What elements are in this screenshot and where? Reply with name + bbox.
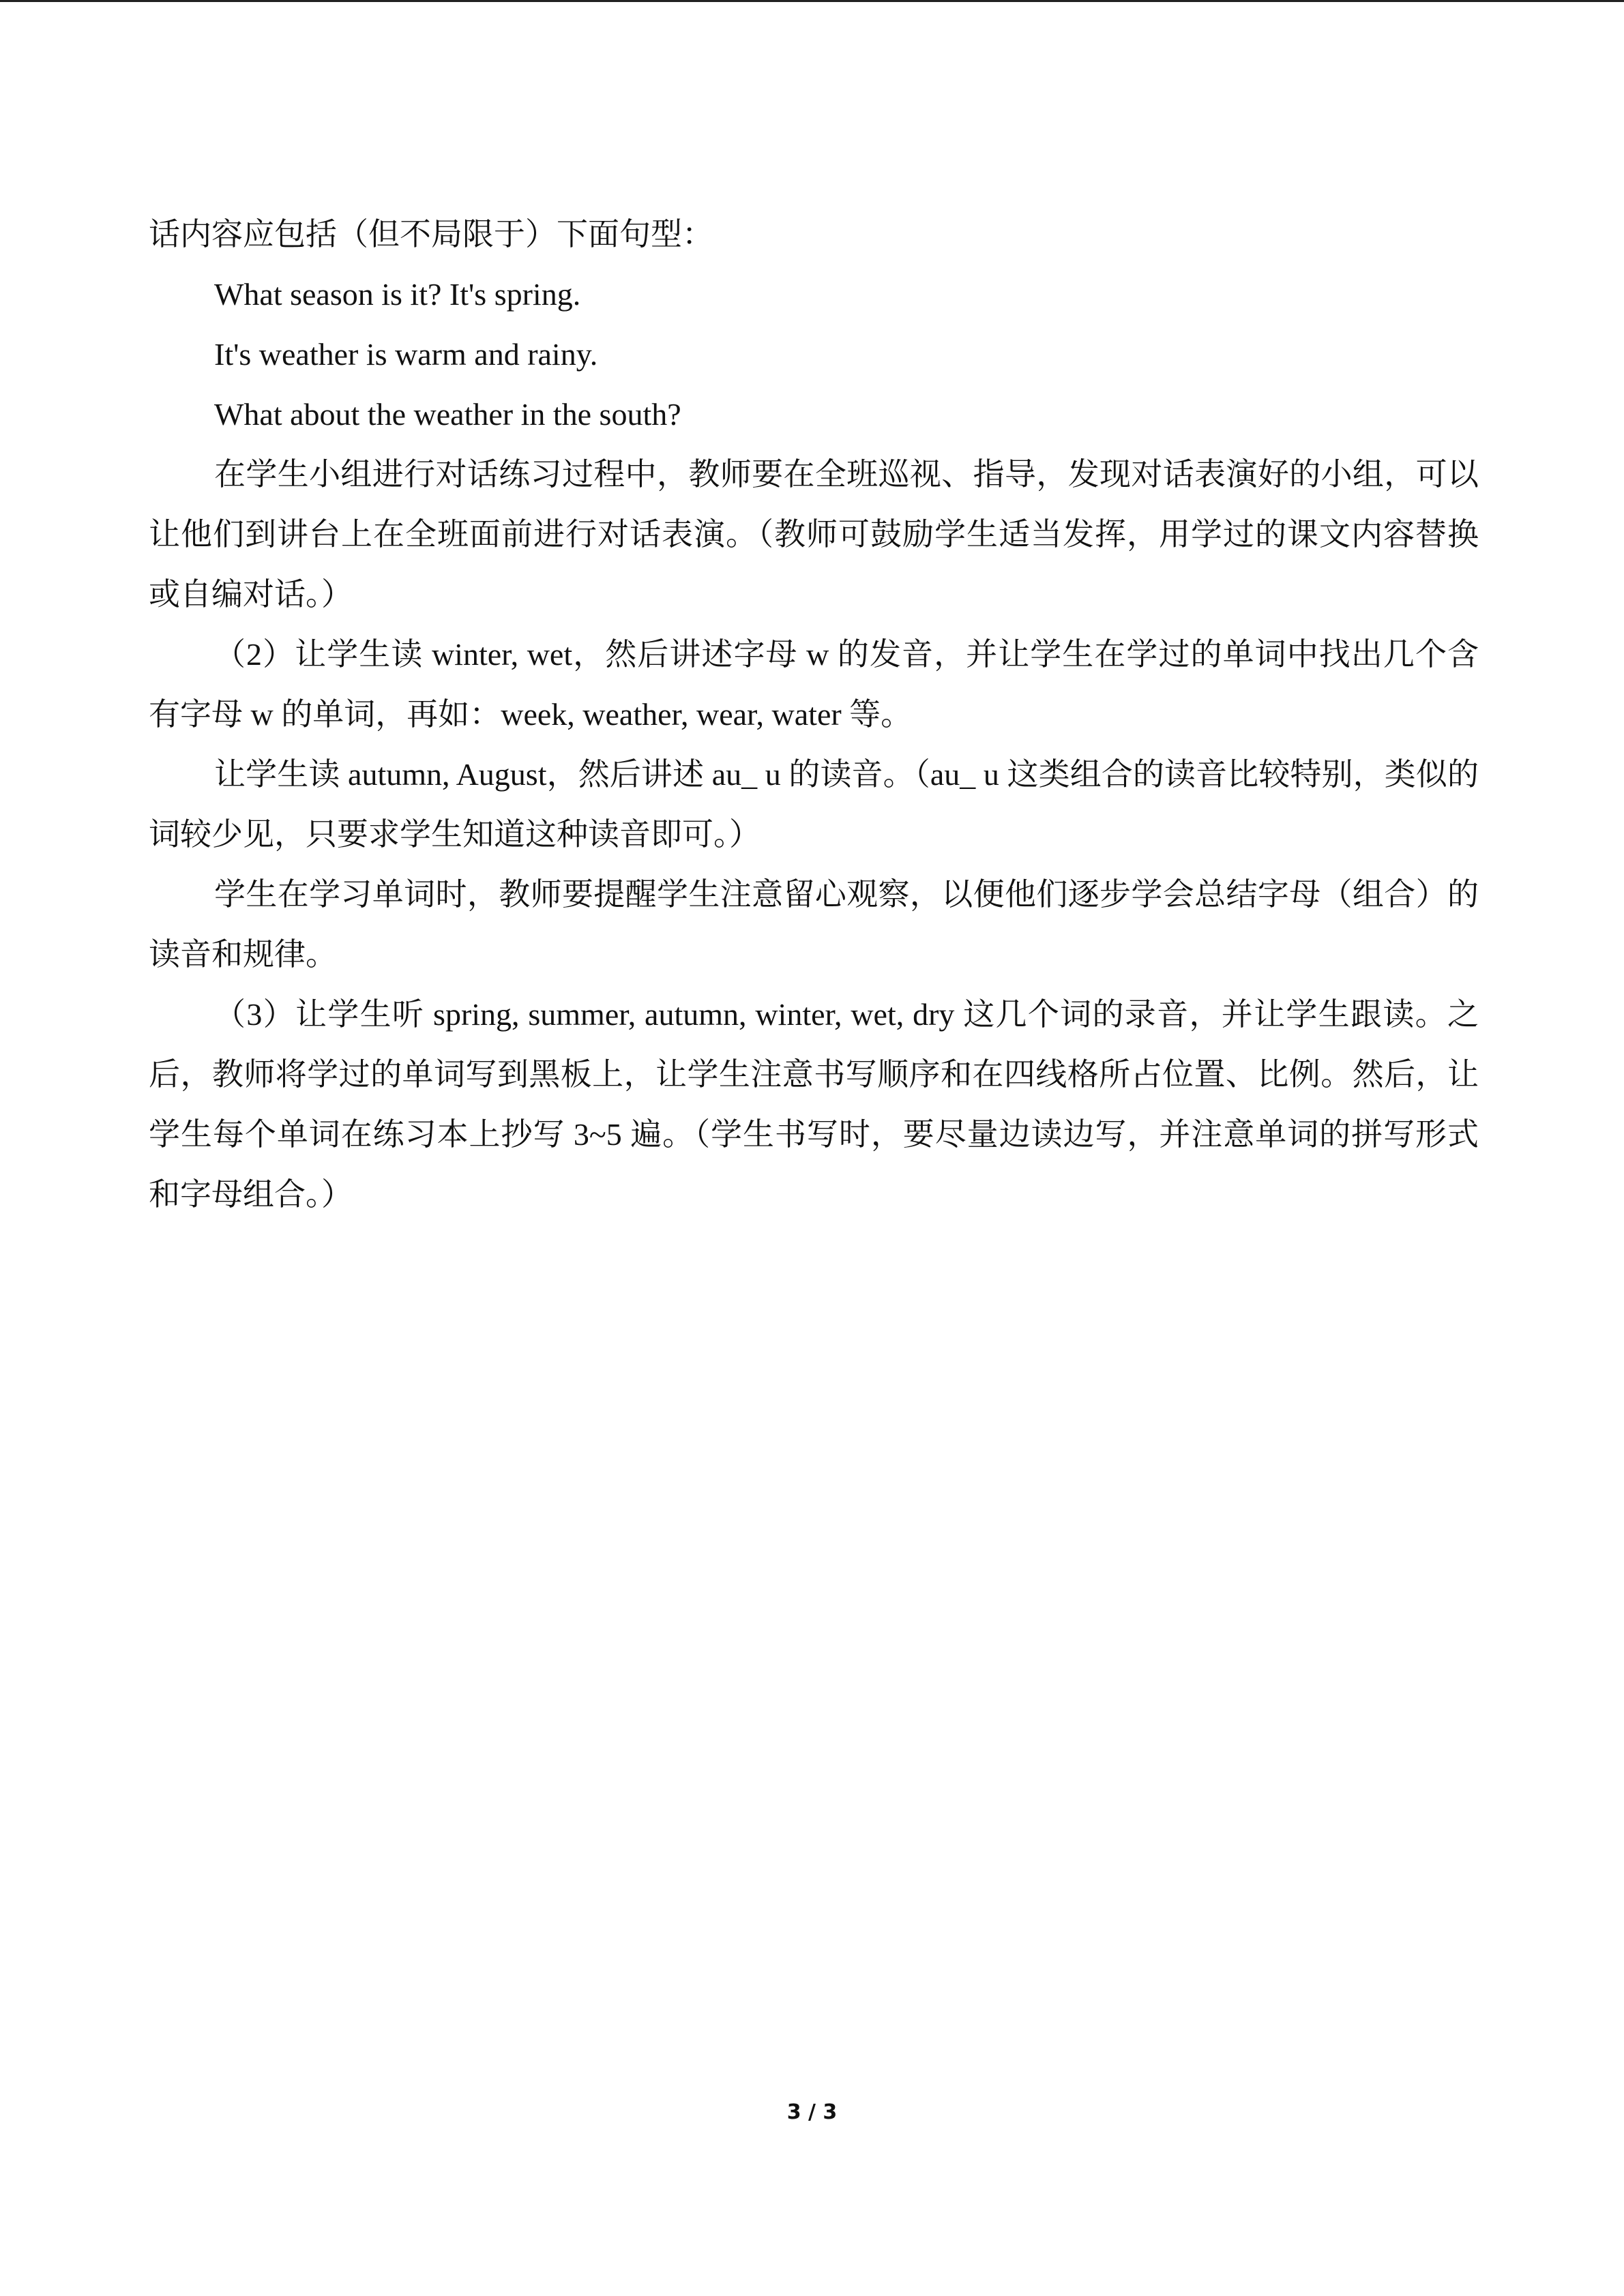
sentence-pattern-1: What season is it? It's spring. [214,277,581,312]
document-body [149,205,1479,1225]
sentence-pattern-2: It's weather is warm and rainy. [214,337,598,372]
paragraph-listen-and-write: （3）让学生听 spring, summer, autumn, winter, wet, dry 这几个词的录音，并让学生跟读。之后，教师将学过的单词写到黑板上，让学生注意书写顺序和在四线格所占位置、比例。然后，让学生每个单词在练习本上抄写 3~5 遍。（学生书写时，要尽量边读边写，并注意单词的拼写形式和字母组合。） [149,997,1479,1212]
sentence-pattern-3: What about the weather in the south? [214,397,681,432]
page-number: 3 / 3 [786,2100,838,2124]
top-border-line [0,0,1624,2]
intro-line: 话内容应包括（但不局限于）下面句型： [149,217,713,252]
paragraph-letter-w: （2）让学生读 winter, wet，然后讲述字母 w 的发音，并让学生在学过的单词中找出几个含有字母 w 的单词，再如：week, weather, wear, water 等。 [149,637,1479,732]
paragraph-observation: 学生在学习单词时，教师要提醒学生注意留心观察，以便他们逐步学会总结字母（组合）的读音和规律。 [149,877,1479,972]
paragraph-group-practice: 在学生小组进行对话练习过程中，教师要在全班巡视、指导，发现对话表演好的小组，可以让他们到讲台上在全班面前进行对话表演。（教师可鼓励学生适当发挥，用学过的课文内容替换或自编对话。） [149,457,1479,612]
paragraph-au-sound: 让学生读 autumn, August，然后讲述 au_ u 的读音。（au_ u 这类组合的读音比较特别，类似的词较少见，只要求学生知道这种读音即可。） [149,757,1479,852]
